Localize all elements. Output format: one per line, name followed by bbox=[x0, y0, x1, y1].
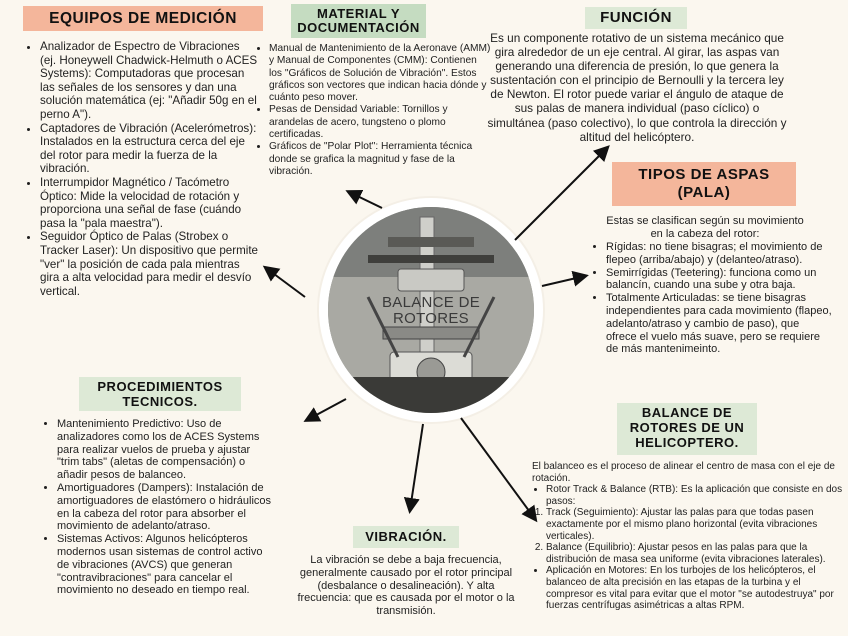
arrow-to-material bbox=[349, 192, 382, 208]
list-item: • Pesas de Densidad Variable: Tornillos y arandelas de acero, tungsteno o plomo certificadas. bbox=[269, 104, 491, 141]
balance-title-line3: HELICOPTERO. bbox=[635, 434, 739, 450]
list-item: • Gráficos de "Polar Plot": Herramienta técnica donde se grafica la magnitud y fase de la vibración. bbox=[269, 141, 491, 178]
procedimientos-title bbox=[79, 377, 241, 411]
list-item: 2. Balance (Equilibrio): Ajustar pesos en las palas para que la distribución de masa sea uniforme (evita vibraciones laterales). bbox=[546, 542, 844, 565]
procedimientos-title-line2: TECNICOS. bbox=[122, 393, 198, 409]
material-title-line2: DOCUMENTACIÓN bbox=[297, 20, 420, 35]
vibracion-title: VIBRACIÓN. bbox=[353, 526, 459, 548]
list-item: • Semirrígidas (Teetering): funciona como un balancín, cuando una sube y otra baja. bbox=[606, 267, 832, 293]
balance-title-line1: BALANCE DE bbox=[641, 405, 733, 420]
balance-rtb: Rotor Track & Balance (RTB): Es la aplicación que consiste en dos pasos: bbox=[546, 484, 843, 507]
list-item: • Seguidor Óptico de Palas (Strobex o Tracker Laser): Un dispositivo que permite "ver" la posición de cada pala mientras gira a alta velocidad para medir el desvío vertical. bbox=[40, 230, 258, 298]
balance-title bbox=[617, 403, 757, 455]
list-item: • Analizador de Espectro de Vibraciones (ej. Honeywell Chadwick-Helmuth o ACES Systems): Computadoras que procesan las señales de los sensores y dan una solución matemática (ej: "Añadir 50g en el perno A"). bbox=[40, 40, 258, 122]
list-item: • Rígidas: no tiene bisagras; el movimiento de flepeo (arriba/abajo) y (delanteo/atraso). bbox=[606, 241, 832, 267]
list-item: 1. Track (Seguimiento): Ajustar las palas para que todas pasen exactamente por el mismo plano horizontal (evita vibraciones verticales). bbox=[546, 507, 844, 542]
list-item: • Mantenimiento Predictivo: Uso de analizadores como los de ACES Systems para realizar vuelos de prueba y ajustar "trim tabs" (aletas de compensación) o añadir pesos de balanceo. bbox=[57, 418, 275, 482]
arrow-to-procedimientos bbox=[307, 399, 346, 420]
list-item bbox=[546, 484, 844, 507]
center-title-line2: ROTORES bbox=[392, 310, 469, 327]
arrow-to-vibracion bbox=[410, 424, 423, 510]
tipos-intro: Estas se clasifican según su movimiento en la cabeza del rotor: bbox=[606, 215, 804, 240]
list-item: • Amortiguadores (Dampers): Instalación de amortiguadores de elastómero o hidráulicos en la cabeza del rotor para absorber el movimiento de adelanto/atraso. bbox=[57, 482, 275, 533]
procedimientos-title-line1: PROCEDIMIENTOS bbox=[97, 379, 223, 394]
funcion-title: FUNCIÓN bbox=[585, 7, 687, 29]
equipos-title: EQUIPOS DE MEDICIÓN bbox=[23, 6, 263, 31]
vibracion-text: La vibración se debe a baja frecuencia, generalmente causado por el rotor principal (desbalance o desalineación). Y alta frecuencia: que es causada por el motor o la transmisión. bbox=[297, 554, 515, 618]
arrow-to-funcion bbox=[515, 148, 607, 240]
funcion-text: Es un componente rotativo de un sistema mecánico que gira alrededor de un eje central. Al girar, las aspas van generando una diferencia de presión, lo que genera la sustentación con el principio de Bernoulli y la tercera ley de Newton. El rotor puede variar el ángulo de ataque de sus palas de manera individual (paso cíclico) o simultánea (paso colectivo), lo que controla la dirección y altitud del helicóptero. bbox=[487, 31, 787, 144]
arrow-to-equipos bbox=[266, 268, 305, 297]
balance-body bbox=[532, 461, 844, 612]
list-item: • Totalmente Articuladas: se tiene bisagras independientes para cada movimiento (flapeo, adelanto/atraso y cambio de paso), que ofrece el vuelo más suave, pero se requiere de más mantenimeinto. bbox=[606, 292, 832, 356]
balance-intro: El balanceo es el proceso de alinear el centro de masa con el eje de rotación. bbox=[532, 461, 835, 484]
arrow-to-tipos bbox=[542, 276, 585, 286]
list-item: • Captadores de Vibración (Acelerómetros): Instalados en la estructura cerca del eje del rotor para medir la fuerza de la vibración. bbox=[40, 122, 258, 176]
list-item: • Sistemas Activos: Algunos helicópteros modernos usan sistemas de control activo de vibraciones (AVCS) que generan "contravibraciones" para cancelar el movimiento no deseado en tiempo real. bbox=[57, 533, 275, 597]
material-title-line1: MATERIAL Y bbox=[316, 6, 400, 21]
procedimientos-list bbox=[43, 418, 275, 597]
list-item: • Aplicación en Motores: En los turbojes de los helicópteros, el balanceo de alta precisión en las etapas de la turbina y el compresor es vital para evitar que el motor "se autodestruya" por fuerzas centrífugas asimétricas a altas RPM. bbox=[546, 565, 844, 611]
balance-title-line2: ROTORES DE UN bbox=[629, 419, 745, 435]
tipos-title-line2: (PALA) bbox=[677, 184, 731, 201]
tipos-title-line1: TIPOS DE ASPAS bbox=[638, 166, 770, 183]
list-item: • Manual de Mantenimiento de la Aeronave (AMM) y Manual de Componentes (CMM): Contienen los "Gráficos de Solución de Vibración". Estos gráficos son vectores que indican hacia dónde y cuánto peso mover. bbox=[269, 43, 491, 104]
list-item: • Interrumpidor Magnético / Tacómetro Óptico: Mide la velocidad de rotación y proporciona una señal de fase (cuándo pasa la "pala maestra"). bbox=[40, 176, 258, 230]
center-title-line1: BALANCE DE bbox=[381, 294, 481, 311]
arrow-to-balance bbox=[461, 418, 535, 519]
